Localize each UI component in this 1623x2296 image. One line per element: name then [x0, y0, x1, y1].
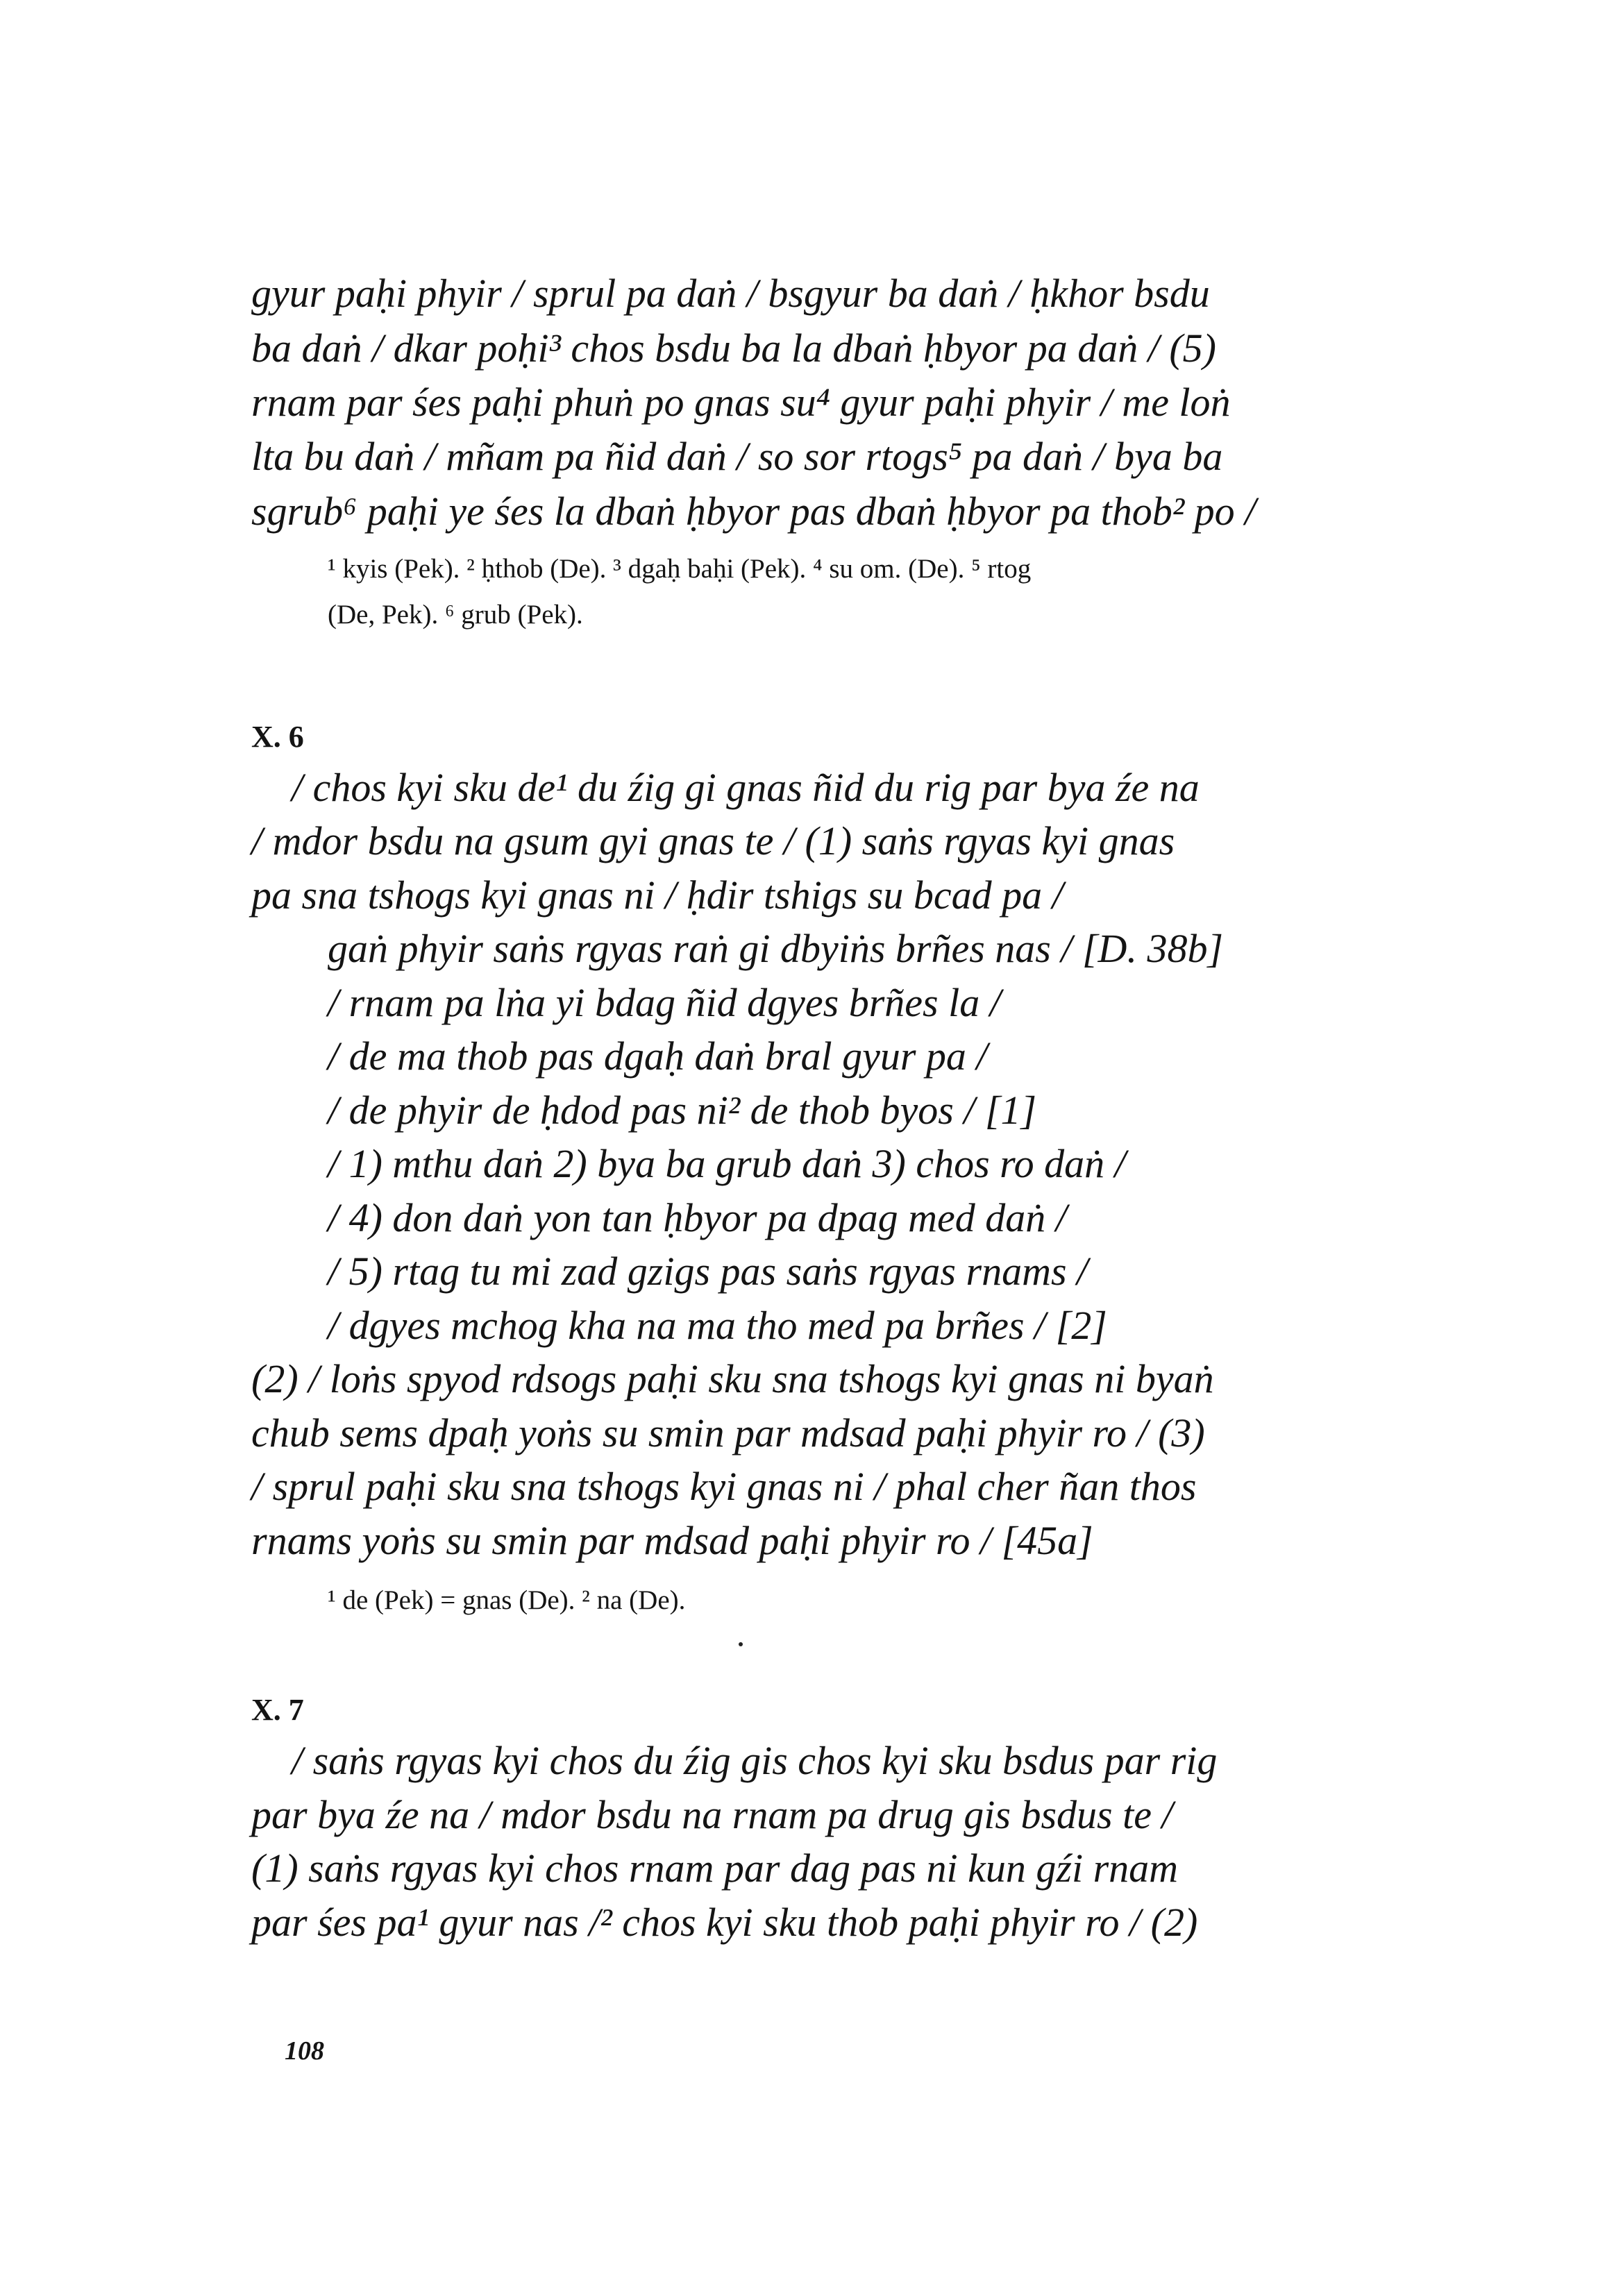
text-line: / saṅs rgyas kyi chos du źig gis chos kyi sku bsdus par rig [292, 1738, 1218, 1783]
verse-line: / dgyes mchog kha na ma tho med pa brñes / [2] [328, 1303, 1107, 1348]
verse-line: / 1) mthu daṅ 2) bya ba grub daṅ 3) chos ro daṅ / [328, 1141, 1126, 1186]
page-number: 108 [285, 2036, 324, 2066]
verse-line: / rnam pa lṅa yi bdag ñid dgyes brñes la / [328, 980, 1001, 1025]
section-heading: X. 7 [251, 1693, 304, 1727]
verse-line: / de phyir de ḥdod pas ni² de thob byos / [1] [328, 1088, 1037, 1133]
footnote-line: ¹ kyis (Pek). ² ḥthob (De). ³ dgaḥ baḥi (Pek). ⁴ su om. (De). ⁵ rtog [328, 554, 1032, 584]
section-heading: X. 6 [251, 720, 304, 754]
text-line: par bya źe na / mdor bsdu na rnam pa drug gis bsdus te / [251, 1792, 1173, 1837]
verse-line: / 5) rtag tu mi zad gzigs pas saṅs rgyas rnams / [328, 1249, 1088, 1294]
text-line: (2) / loṅs spyod rdsogs paḥi sku sna tshogs kyi gnas ni byaṅ [251, 1356, 1214, 1401]
text-line: rnams yoṅs su smin par mdsad paḥi phyir ro / [45a] [251, 1518, 1093, 1563]
text-line: (1) saṅs rgyas kyi chos rnam par dag pas ni kun gźi rnam [251, 1846, 1179, 1891]
text-line: pa sna tshogs kyi gnas ni / ḥdir tshigs su bcad pa / [251, 872, 1063, 918]
text-line: chub sems dpaḥ yoṅs su smin par mdsad paḥi phyir ro / (3) [251, 1410, 1205, 1455]
text-line: / chos kyi sku de¹ du źig gi gnas ñid du rig par bya źe na [292, 765, 1200, 810]
text-line: / sprul paḥi sku sna tshogs kyi gnas ni / phal cher ñan thos [251, 1464, 1197, 1509]
verse-line: / de ma thob pas dgaḥ daṅ bral gyur pa / [328, 1033, 988, 1079]
text-line: ba daṅ / dkar poḥi³ chos bsdu ba la dbaṅ ḥbyor pa daṅ / (5) [251, 326, 1216, 371]
text-line: / mdor bsdu na gsum gyi gnas te / (1) saṅs rgyas kyi gnas [251, 818, 1175, 863]
ink-speck [739, 1642, 743, 1646]
text-line: rnam par śes paḥi phuṅ po gnas su⁴ gyur paḥi phyir / me loṅ [251, 380, 1231, 425]
verse-line: gaṅ phyir saṅs rgyas raṅ gi dbyiṅs brñes nas / [D. 38b] [328, 926, 1224, 971]
text-line: par śes pa¹ gyur nas /² chos kyi sku thob paḥi phyir ro / (2) [251, 1900, 1198, 1945]
verse-line: / 4) don daṅ yon tan ḥbyor pa dpag med daṅ / [328, 1195, 1067, 1240]
footnote-line: ¹ de (Pek) = gnas (De). ² na (De). [328, 1585, 686, 1615]
text-line: gyur paḥi phyir / sprul pa daṅ / bsgyur ba daṅ / ḥkhor bsdu [251, 271, 1210, 316]
text-line: lta bu daṅ / mñam pa ñid daṅ / so sor rtogs⁵ pa daṅ / bya ba [251, 434, 1223, 479]
footnote-line: (De, Pek). ⁶ grub (Pek). [328, 600, 583, 630]
text-line: sgrub⁶ paḥi ye śes la dbaṅ ḥbyor pas dbaṅ ḥbyor pa thob² po / [251, 489, 1256, 534]
